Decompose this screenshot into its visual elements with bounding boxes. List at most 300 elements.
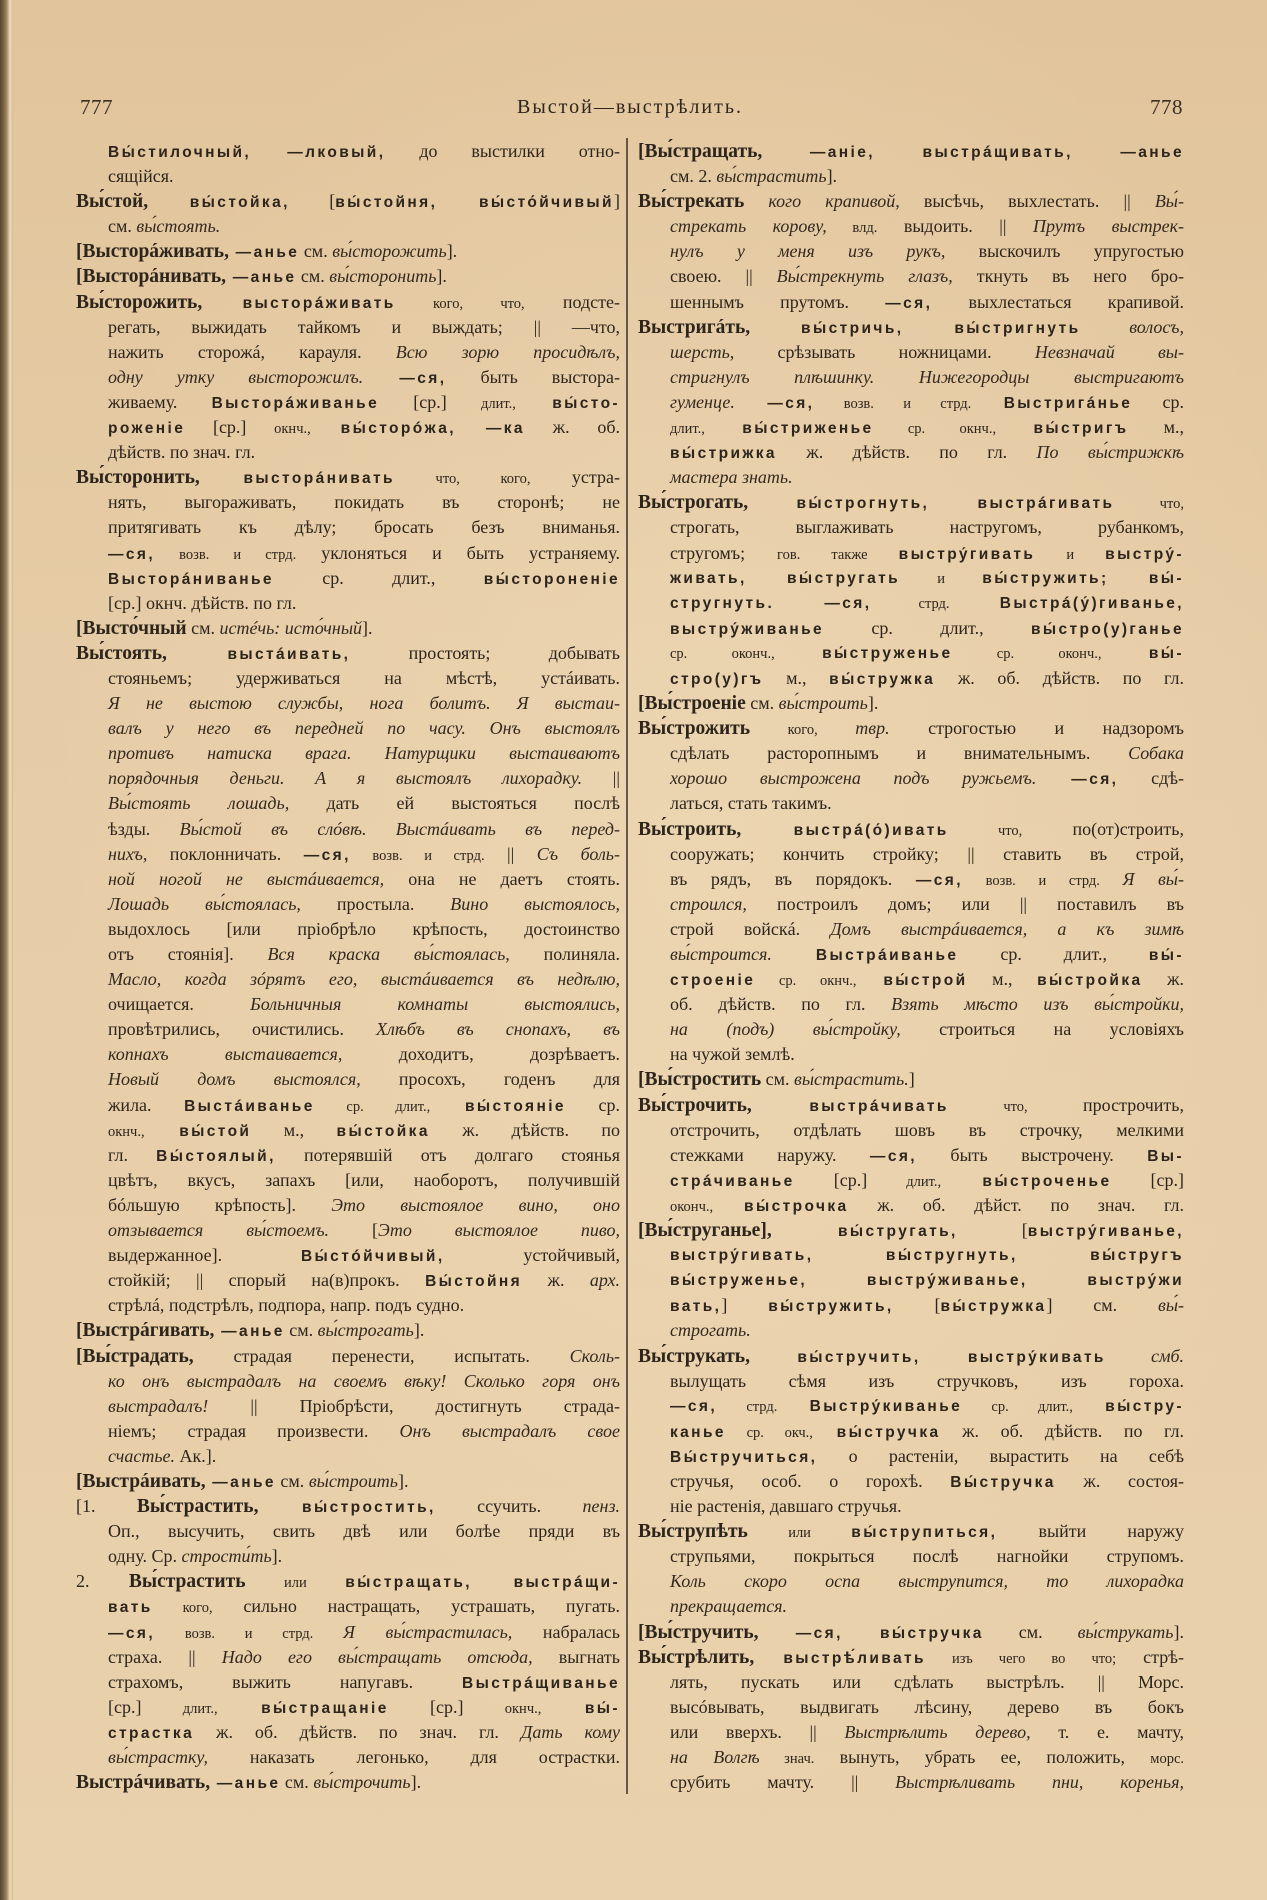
- definition-text: высѣчь, выхлестать. ||: [899, 191, 1155, 212]
- spaced-bold-form: страстка: [108, 1724, 195, 1742]
- definition-text: ср.: [1132, 391, 1185, 412]
- headword: Вы́сторонить,: [76, 467, 200, 489]
- text-line: [638, 1444, 1184, 1469]
- text-line: [638, 1419, 1184, 1444]
- text-line: [638, 992, 1184, 1017]
- text-line: [76, 917, 620, 942]
- headword: [Высторáживать,: [76, 241, 229, 263]
- definition-text: устойчивый,: [444, 1245, 620, 1266]
- spaced-bold-form: вы́стриженье: [704, 420, 874, 438]
- grammar-note: ср. оконч.,: [952, 645, 1102, 662]
- italic-example: истéчь: исто́чный: [219, 617, 363, 638]
- definition-text: поклонничать.: [147, 843, 304, 864]
- spaced-bold-form: Выстру́киванье: [777, 1397, 963, 1415]
- definition-text: строй войскá.: [670, 918, 831, 939]
- definition-text: страдая перенести, испытать.: [193, 1345, 570, 1366]
- text-line: [76, 1017, 620, 1042]
- definition-text: въ рядъ, въ порядокъ.: [670, 868, 916, 889]
- definition-text: ср. длит.,: [273, 567, 484, 588]
- column-divider: [626, 138, 628, 1794]
- text-line: [638, 842, 1184, 867]
- text-line: [76, 1193, 620, 1218]
- definition-text: ]: [721, 1295, 769, 1316]
- text-line: [76, 515, 620, 540]
- definition-text: ніе растенія, давшаго стручья.: [670, 1496, 902, 1517]
- text-line: [638, 1469, 1184, 1494]
- italic-example: вы́сторонить: [329, 266, 437, 287]
- definition-text: сдѣ-: [1118, 768, 1184, 789]
- grammar-note: ср. окнч.,: [755, 973, 857, 990]
- spaced-bold-form: вы́-: [1148, 947, 1184, 964]
- grammar-note: возв. и стрд.: [155, 546, 297, 563]
- definition-text: дѣйств. по знач. гл.: [108, 442, 256, 463]
- headword: Вы́стрекать: [638, 191, 745, 213]
- spaced-bold-form: стругнуть. —ся,: [670, 594, 872, 612]
- definition-text: или вверхъ. ||: [670, 1721, 845, 1742]
- definition-text: см.: [299, 241, 333, 262]
- text-line: [638, 1268, 1184, 1293]
- definition-text: регать, выжидать тайкомъ и выждать; || —что,: [108, 316, 620, 337]
- spaced-bold-form: Выстрá(у́)гиванье,: [949, 594, 1184, 612]
- text-line: [76, 842, 620, 867]
- definition-text: строиться на условіяхъ: [900, 1019, 1184, 1040]
- italic-example: Это выстоялое вино, оно: [331, 1194, 620, 1215]
- grammar-note: кого,: [750, 722, 856, 739]
- definition-text: страха. ||: [108, 1646, 222, 1667]
- text-line: [76, 1394, 620, 1419]
- text-line: [76, 239, 620, 264]
- spaced-bold-form: Вы-: [1147, 1147, 1184, 1165]
- definition-text: по(от)строить,: [1022, 818, 1184, 839]
- text-line: [638, 791, 1184, 816]
- definition-text: латься, стать такимъ.: [670, 793, 832, 814]
- text-line: [638, 867, 1184, 892]
- spaced-bold-form: Вы́стоялый,: [156, 1147, 276, 1165]
- text-line: [76, 1268, 620, 1293]
- text-line: [76, 867, 620, 892]
- definition-text: наказать легонько, для острастки.: [208, 1747, 620, 1767]
- text-line: [638, 1695, 1184, 1720]
- text-line: [638, 892, 1184, 917]
- grammar-note: возв. и стрд.: [962, 872, 1123, 889]
- definition-text: стояньемъ; удерживаться на мѣстѣ, устáивать.: [108, 667, 620, 688]
- definition-text: строгать, выглаживать настругомъ, рубанкомъ,: [670, 517, 1184, 538]
- spaced-bold-form: —ся,: [734, 394, 815, 412]
- definition-text: потерявшій отъ долгаго стоянья: [275, 1144, 620, 1165]
- definition-text: ж. дѣйств. по: [429, 1119, 620, 1140]
- italic-example: гуменце.: [670, 391, 735, 412]
- definition-text: ].: [867, 693, 879, 714]
- text-line: [76, 942, 620, 967]
- italic-example: строился,: [670, 893, 747, 914]
- text-line: [638, 1193, 1184, 1218]
- spaced-bold-form: вы́стращать, выстрáщи-: [345, 1574, 621, 1592]
- definition-text: ж. состоя-: [1055, 1470, 1184, 1491]
- definition-text: нажить сторожá, карауля.: [108, 341, 396, 362]
- text-line: [76, 1444, 620, 1469]
- grammar-note: кого,: [152, 1600, 213, 1617]
- text-line: [638, 139, 1184, 164]
- italic-example: валъ у него въ передней по часу. Онъ выстоялъ: [108, 718, 620, 739]
- grammar-note: окнч.,: [504, 1700, 542, 1717]
- spaced-bold-form: вы́стой: [144, 1122, 252, 1140]
- headword: Вы́стрѣлить,: [638, 1646, 755, 1668]
- italic-example: Надо его вы́стращать отсюда,: [221, 1646, 533, 1667]
- text-line: [638, 365, 1184, 390]
- headword: Вы́строить,: [638, 818, 742, 840]
- definition-text: одну. Ср.: [108, 1546, 182, 1567]
- spaced-bold-form: вы́стороненіе: [483, 570, 620, 588]
- spaced-bold-form: выстрѣ́ливать: [754, 1649, 926, 1667]
- spaced-bold-form: Выстрáщиванье: [462, 1674, 620, 1692]
- definition-text: бóльшую крѣпость].: [108, 1194, 332, 1215]
- text-line: [76, 1720, 620, 1745]
- text-line: [76, 1369, 620, 1394]
- italic-example: вы́-: [1158, 1295, 1184, 1316]
- definition-text: ].: [436, 266, 447, 287]
- grammar-note: возв. и стрд.: [350, 847, 485, 864]
- definition-text: ж. дѣйств. по гл.: [776, 442, 1037, 463]
- definition-text: отъ стоянія].: [108, 944, 268, 964]
- text-line: [638, 415, 1184, 440]
- headword: Вы́стоять,: [76, 642, 167, 664]
- text-line: [638, 214, 1184, 239]
- spaced-bold-form: выстру́гиванье,: [1027, 1223, 1184, 1241]
- grammar-note: ср. длит.,: [314, 1098, 431, 1115]
- definition-text: вылущать сѣмя изъ стручковъ, изъ гороха.: [670, 1370, 1184, 1391]
- spaced-bold-form: вы́стружка: [829, 670, 936, 688]
- definition-text: ж. об. дѣйств. по знач. гл.: [194, 1721, 521, 1742]
- spaced-bold-form: вы́строчка: [713, 1197, 849, 1215]
- italic-example: мастера знать.: [670, 467, 793, 488]
- grammar-note: что,: [948, 1098, 1028, 1115]
- spaced-bold-form: —анье: [205, 1473, 276, 1491]
- definition-text: уклоняться и быть устраняему.: [296, 542, 621, 563]
- spaced-bold-form: Вы́стилочный,: [108, 144, 252, 161]
- text-line: [638, 1394, 1184, 1419]
- definition-text: см.: [284, 1320, 318, 1341]
- grammar-note: и: [900, 570, 983, 587]
- italic-example: Масло, когда зóрятъ его, выстáивается въ недѣлю,: [108, 969, 620, 990]
- grammar-note: ср. окнч.,: [873, 421, 997, 438]
- spaced-bold-form: —ся,: [303, 846, 351, 864]
- definition-text: ж. об. дѣйст. по знач. гл.: [848, 1194, 1184, 1215]
- italic-example: Вы́стой въ слóвѣ. Выстáивать въ перед-: [179, 818, 621, 839]
- spaced-bold-form: высторáнивать: [199, 470, 395, 488]
- spaced-bold-form: Выстригáнье: [971, 394, 1133, 412]
- definition-text: м.,: [1128, 417, 1184, 438]
- spaced-bold-form: вы́стройка: [1037, 972, 1143, 990]
- definition-text: ]: [614, 191, 620, 212]
- spaced-bold-form: —аніе, выстрáщивать, —анье: [762, 144, 1184, 161]
- spaced-bold-form: Вы́стручка: [950, 1473, 1056, 1491]
- definition-text: выдержанное].: [108, 1245, 301, 1266]
- headword: Вы́сторожить,: [76, 291, 203, 313]
- definition-text: ||: [582, 768, 620, 789]
- definition-text: [1.: [76, 1496, 137, 1517]
- text-line: [76, 315, 620, 340]
- text-line: [638, 817, 1184, 842]
- spaced-bold-form: —анье: [228, 244, 300, 262]
- headword: Вы́страстить,: [136, 1496, 259, 1518]
- italic-example: Вы́-: [1154, 191, 1184, 212]
- headword: [Выстрáгивать,: [76, 1320, 215, 1342]
- italic-example: хорошо выстрожена подъ ружьемъ.: [670, 768, 1037, 789]
- definition-text: || Пріобрѣсти, достигнуть страда-: [208, 1395, 620, 1416]
- text-line: [638, 340, 1184, 365]
- text-line: [76, 1670, 620, 1695]
- definition-text: нять, выгораживать, покидать въ сторонѣ; не: [108, 492, 620, 513]
- italic-example: Я вы́-: [1122, 868, 1184, 889]
- text-line: [76, 490, 620, 515]
- definition-text: ].: [826, 166, 838, 187]
- italic-example: вы́строчить: [313, 1772, 411, 1793]
- text-line: [638, 1519, 1184, 1544]
- definition-text: стручья, особ. о горохѣ.: [670, 1470, 951, 1491]
- italic-example: арх.: [589, 1270, 620, 1291]
- italic-example: порядочныя деньги. А я выстоялъ лихорадку.: [108, 768, 583, 789]
- text-line: [638, 766, 1184, 791]
- text-line: [638, 239, 1184, 264]
- headword: [Выстрáивать,: [76, 1470, 206, 1492]
- spaced-bold-form: вы́-: [1101, 644, 1184, 662]
- text-line: [76, 1745, 620, 1770]
- italic-example: вы́стоять.: [136, 216, 221, 237]
- definition-text: об. дѣйств. по гл.: [670, 994, 892, 1015]
- text-line: [638, 1318, 1184, 1343]
- spaced-bold-form: вы́струпиться,: [851, 1524, 998, 1542]
- italic-example: вы́страстку,: [108, 1747, 208, 1767]
- text-line: [638, 315, 1184, 340]
- text-line: [76, 1293, 620, 1318]
- italic-example: Выстрѣливать пни, коренья,: [895, 1772, 1184, 1793]
- definition-text: ж.: [522, 1270, 590, 1291]
- spaced-bold-form: вы́стругать,: [771, 1223, 958, 1241]
- text-line: [638, 591, 1184, 616]
- definition-text: ж. об. дѣйств. по гл.: [935, 667, 1184, 688]
- spaced-bold-form: вы́-: [541, 1699, 620, 1717]
- definition-text: ж. об. дѣйств. по гл.: [940, 1420, 1184, 1441]
- headword: [Высто́чный: [76, 617, 187, 639]
- spaced-bold-form: вы́стро(у)ганье: [1030, 620, 1184, 638]
- spaced-bold-form: —анье: [210, 1775, 281, 1793]
- italic-example: вы́страстить.: [794, 1069, 909, 1090]
- text-line: [76, 1143, 620, 1168]
- grammar-note: длит.,: [182, 1700, 218, 1717]
- definition-text: ѣзды.: [108, 818, 180, 839]
- italic-example: Вы́стрекнуть глазъ,: [776, 266, 953, 287]
- italic-example: шерсть,: [670, 341, 735, 362]
- text-line: [638, 465, 1184, 490]
- definition-text: ср.: [565, 1094, 620, 1115]
- text-line: [76, 440, 620, 465]
- grammar-note: возв. и стрд.: [814, 395, 972, 412]
- spaced-bold-form: вы́стойня, вы́сто́йчивый: [335, 194, 614, 212]
- grammar-note: длит.,: [480, 395, 516, 412]
- definition-text: см. 2.: [670, 166, 717, 187]
- grammar-note: возв. и стрд.: [155, 1625, 344, 1642]
- text-line: [76, 566, 620, 591]
- text-line: [638, 1594, 1184, 1619]
- italic-example: пенз.: [582, 1496, 620, 1517]
- spaced-bold-form: вы́стручить, выстру́кивать: [750, 1348, 1106, 1366]
- text-line: [76, 641, 620, 666]
- grammar-note: знач.: [759, 1751, 815, 1767]
- headword: Вы́струпѣть: [638, 1521, 748, 1543]
- italic-example: Съ боль-: [536, 843, 620, 864]
- right-column: [638, 139, 1184, 1795]
- text-line: [638, 1243, 1184, 1268]
- spaced-bold-form: роженіе: [108, 420, 186, 438]
- italic-example: Я не выстою службы, нога болитъ. Я выстаи-: [108, 693, 620, 714]
- definition-text: [: [329, 1220, 379, 1241]
- spaced-bold-form: вать: [108, 1599, 153, 1617]
- grammar-note: гов. также: [777, 546, 899, 563]
- italic-example: Вы́стоять лошадь,: [108, 793, 290, 814]
- spaced-bold-form: строеніе: [670, 972, 756, 990]
- text-line: [638, 716, 1184, 741]
- definition-text: [ср.]: [794, 1169, 907, 1190]
- text-line: [76, 766, 620, 791]
- grammar-note: стрд.: [871, 595, 950, 612]
- definition-text: ].: [271, 1546, 283, 1567]
- spaced-bold-form: выстру́гивать: [898, 545, 1036, 563]
- text-line: [638, 1118, 1184, 1143]
- italic-example: прекращается.: [670, 1596, 788, 1617]
- text-line: [76, 390, 620, 415]
- definition-text: строгостью и надзоромъ: [889, 718, 1184, 739]
- text-line: [76, 1569, 620, 1594]
- spaced-bold-form: выстрáчивать: [751, 1097, 949, 1115]
- text-line: [76, 1118, 620, 1143]
- headword: [Высторáнивать,: [76, 266, 227, 288]
- italic-example: Вся краска вы́стоялась,: [267, 944, 510, 964]
- spaced-bold-form: высторáживать: [202, 294, 396, 312]
- text-line: [76, 340, 620, 365]
- italic-example: нулъ у меня изъ рукъ,: [670, 241, 946, 262]
- text-line: [76, 465, 620, 490]
- headword: Вы́стой,: [76, 191, 149, 213]
- definition-text: выйти наружу: [997, 1521, 1184, 1542]
- definition-text: выхлестаться крапивой.: [932, 291, 1184, 312]
- text-line: [76, 992, 620, 1017]
- italic-example: смб.: [1105, 1345, 1184, 1366]
- definition-text: см.: [275, 1470, 309, 1491]
- text-line: [638, 440, 1184, 465]
- headword: Вы́строчить,: [638, 1094, 752, 1116]
- text-line: [638, 691, 1184, 716]
- italic-example: вы́страстить: [716, 166, 827, 187]
- headword: [Вы́струганье],: [638, 1220, 772, 1242]
- italic-example: Вино выстоялось,: [450, 893, 620, 914]
- grammar-note: изъ чего во что;: [925, 1650, 1117, 1667]
- italic-example: Больничныя комнаты выстоялись,: [250, 994, 620, 1015]
- spaced-bold-form: вы́стращаніе: [217, 1699, 389, 1717]
- definition-text: стрѣлá, подстрѣлъ, подпора, напр. подъ судно.: [108, 1295, 465, 1316]
- spaced-bold-form: вы́строгнуть, выстрáгивать: [748, 495, 1115, 513]
- spaced-bold-form: вы́стричь, вы́стригнуть: [750, 319, 1081, 337]
- definition-text: жила.: [108, 1094, 185, 1115]
- definition-text: набралась: [512, 1621, 621, 1642]
- definition-text: полиняла.: [509, 944, 620, 964]
- definition-text: ||: [484, 843, 537, 864]
- italic-example: стрости́ть: [181, 1546, 272, 1567]
- text-line: [76, 967, 620, 992]
- text-line: [638, 1093, 1184, 1118]
- definition-text: Оп., высучить, свить двѣ или болѣе пряди въ: [108, 1521, 620, 1542]
- spaced-bold-form: выстрá(о́)ивать: [741, 821, 949, 839]
- headword: Вы́строжить: [638, 718, 751, 740]
- spaced-bold-form: Вы́стручиться,: [670, 1448, 818, 1466]
- definition-text: т. е. мачту,: [1030, 1721, 1184, 1742]
- definition-text: лять, пускать или сдѣлать выстрѣлъ. || Морс.: [670, 1671, 1184, 1692]
- text-line: [76, 1243, 620, 1268]
- text-line: [638, 917, 1184, 942]
- definition-text: стойкій; || спорый на(в)прокъ.: [108, 1270, 426, 1291]
- definition-text: ср. длит.,: [824, 617, 1031, 638]
- definition-text: отстрочить, отдѣлать шовъ въ строчку, мелкими: [670, 1119, 1184, 1140]
- italic-example: вы́строится.: [670, 944, 772, 964]
- spaced-bold-form: вы́стру-: [1072, 1397, 1184, 1415]
- text-line: [638, 1569, 1184, 1594]
- text-line: [76, 1519, 620, 1544]
- definition-text: см.: [761, 1069, 795, 1090]
- spaced-bold-form: вать,: [670, 1298, 722, 1316]
- grammar-note: ср. длит.,: [962, 1398, 1073, 1415]
- grammar-note: кого, что,: [395, 295, 525, 312]
- definition-text: ссучить.: [435, 1496, 583, 1517]
- italic-example: Новый домъ выстоялся,: [108, 1069, 361, 1090]
- definition-text: ].: [362, 617, 373, 638]
- definition-text: [ср.] окнч. дѣйств. по гл.: [108, 592, 297, 613]
- text-line: [638, 541, 1184, 566]
- definition-text: м.,: [251, 1119, 337, 1140]
- italic-example: Сколь-: [569, 1345, 620, 1366]
- spaced-bold-form: вы́стойка,: [148, 194, 290, 212]
- italic-example: волосъ,: [1080, 316, 1184, 337]
- definition-text: на чужой землѣ.: [670, 1044, 795, 1065]
- definition-text: выскочилъ упругостью: [945, 241, 1184, 262]
- definition-text: шеннымъ прутомъ.: [670, 291, 886, 312]
- definition-text: о растеніи, вырастить на себѣ: [817, 1445, 1184, 1466]
- definition-text: выгнать: [532, 1646, 620, 1667]
- spaced-bold-form: вы́сторóжа, —ка: [310, 420, 525, 438]
- italic-example: счастье.: [108, 1445, 176, 1466]
- spaced-bold-form: —ся,: [108, 545, 156, 563]
- spaced-bold-form: —анье: [214, 1323, 285, 1341]
- grammar-note: или: [245, 1575, 346, 1592]
- definition-text: быть выстрочену.: [917, 1144, 1148, 1165]
- italic-example: выстрадалъ!: [108, 1395, 209, 1416]
- text-line: [76, 1695, 620, 1720]
- italic-example: Прутъ выстрек-: [1033, 216, 1185, 237]
- italic-example: строгать.: [670, 1320, 751, 1341]
- spaced-bold-form: Вы́стойня: [425, 1273, 523, 1291]
- text-line: [76, 164, 620, 189]
- spaced-bold-form: канье: [670, 1423, 726, 1441]
- definition-text: она не даетъ стоять.: [384, 868, 620, 889]
- text-line: [76, 290, 620, 315]
- italic-example: ной ногой не выстáивается,: [108, 868, 385, 889]
- spaced-bold-form: вы́строй: [856, 972, 968, 990]
- italic-example: вы́строгать: [317, 1320, 414, 1341]
- spaced-bold-form: —ся,: [670, 1397, 718, 1415]
- text-line: [76, 415, 620, 440]
- definition-text: ніемъ; страдая произвести.: [108, 1420, 400, 1441]
- grammar-note: морс.: [1150, 1751, 1185, 1767]
- text-line: [76, 1419, 620, 1444]
- spaced-bold-form: Высторáживанье: [211, 394, 380, 412]
